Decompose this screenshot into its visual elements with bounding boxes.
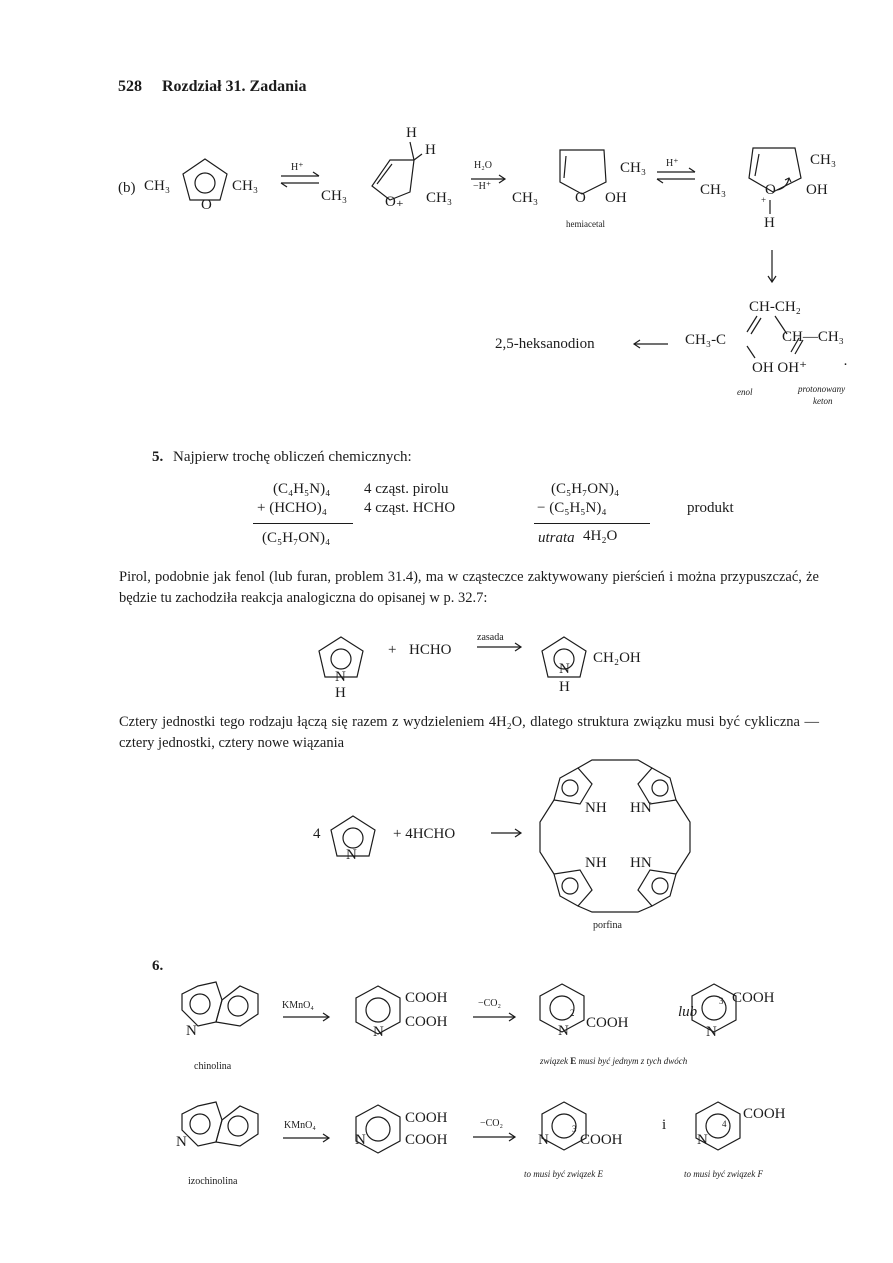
nh-label: HN	[630, 800, 652, 816]
formula-right: − (C₅H₅N)₄	[537, 500, 607, 516]
formula-result: (C₅H₇ON)₄	[262, 530, 331, 546]
hydroxyl-label: OH	[806, 182, 828, 198]
formula-desc: 4 cząst. pirolu	[364, 481, 449, 497]
position-label: 2	[570, 1008, 575, 1018]
oxygen-label: O	[765, 182, 776, 198]
note-text: związek	[540, 1056, 568, 1066]
reagent-label: KMnO₄	[282, 1000, 314, 1011]
loss-value: 4H₂O	[583, 528, 618, 544]
section-number: 5.	[152, 449, 164, 465]
nitrogen-label: N	[559, 661, 570, 677]
page-number: 528	[118, 78, 142, 95]
nitrogen-label: N	[706, 1024, 717, 1040]
page-title: Rozdział 31. Zadania	[162, 78, 307, 95]
nh-label: NH	[585, 855, 607, 871]
oxonium-label: O₊	[385, 194, 404, 210]
oxygen-label: O	[575, 190, 586, 206]
pyridine-ring-icon	[690, 1100, 750, 1158]
nitrogen-label: N	[176, 1134, 187, 1150]
arrow-left-icon	[630, 338, 670, 350]
paragraph: Pirol, podobnie jak fenol (lub furan, problem 31.4), ma w cząsteczce zaktywowany pierścień i można przypuszczać, że będzie tu zachodziła reakcja analogiczna do opisanej w p. 32.7:	[119, 569, 819, 606]
position-label: 4	[722, 1119, 727, 1129]
equilibrium-arrow-icon	[655, 168, 699, 186]
hydroxyl-label: OH	[605, 190, 627, 206]
formula-left: + (HCHO)₄	[257, 500, 327, 516]
difference-rule	[534, 523, 650, 524]
methyl-label: CH₃	[232, 178, 259, 194]
loss-label: utrata	[538, 530, 575, 546]
arrow-right-icon	[475, 642, 525, 652]
carboxyl-label: COOH	[586, 1015, 629, 1031]
sum-rule	[253, 523, 353, 524]
hydrogen-label: H	[335, 685, 346, 701]
part-b-label: (b)	[118, 180, 136, 196]
chain-label: CH-CH₂	[749, 299, 801, 315]
formula-left: (C₄H₅N)₄	[273, 481, 331, 497]
nitrogen-label: N	[697, 1132, 708, 1148]
hydrogen-label: H	[559, 679, 570, 695]
reagent-label: HCHO	[409, 642, 452, 658]
nh-label: NH	[585, 800, 607, 816]
protonated-label: protonowany	[798, 384, 846, 394]
isoquinoline-icon	[176, 1100, 266, 1162]
equilibrium-arrow-icon	[279, 172, 323, 190]
nitrogen-label: N	[538, 1132, 549, 1148]
carboxyl-label: COOH	[580, 1132, 623, 1148]
carboxyl-label: COOH	[405, 1110, 448, 1126]
position-label: 3	[719, 996, 724, 1006]
nitrogen-label: N	[558, 1023, 569, 1039]
nitrogen-label: N	[346, 847, 357, 863]
nitrogen-label: N	[186, 1023, 197, 1039]
section-number: 6.	[152, 958, 164, 974]
methyl-label: CH₃	[144, 178, 171, 194]
carboxyl-label: COOH	[743, 1106, 786, 1122]
reagent-label: KMnO₄	[284, 1120, 316, 1131]
ketone-label: keton	[813, 396, 833, 406]
enol-label: enol	[737, 387, 753, 397]
coefficient-label: 4	[313, 826, 321, 842]
note-text: musi być jednym z tych dwóch	[578, 1056, 688, 1066]
arrow-condition: H₂O	[474, 160, 492, 171]
methyl-label: CH₃	[810, 152, 837, 168]
carboxyl-label: COOH	[732, 990, 775, 1006]
hemiacetal-label: hemiacetal	[566, 219, 605, 229]
carboxyl-label: COOH	[405, 1132, 448, 1148]
chain-label: OH OH⁺	[752, 360, 807, 376]
arrow-condition: H⁺	[291, 162, 304, 173]
compound-label: chinolina	[194, 1061, 232, 1072]
product-word: produkt	[687, 500, 734, 516]
carboxyl-label: COOH	[405, 1014, 448, 1030]
porphin-macrocycle-icon	[530, 762, 700, 912]
carboxyl-label: COOH	[405, 990, 448, 1006]
methyl-label: CH₃	[321, 188, 348, 204]
hydrogen-label: H	[425, 142, 436, 158]
reagent-label: + 4HCHO	[393, 826, 456, 842]
note-letter: E	[570, 1056, 577, 1066]
nh-label: HN	[630, 855, 652, 871]
or-label: lub	[678, 1004, 698, 1020]
arrow-condition: −H⁺	[473, 181, 492, 192]
chain-label: CH—CH₃	[782, 329, 844, 345]
arrow-right-icon	[471, 1132, 519, 1142]
arrow-down-icon	[765, 248, 779, 288]
porphin-label: porfina	[593, 920, 622, 931]
methyl-label: CH₃	[700, 182, 727, 198]
condition-label: −CO₂	[478, 998, 502, 1009]
and-label: i	[662, 1117, 667, 1133]
formula-right: (C₅H₇ON)₄	[551, 481, 620, 497]
nitrogen-label: N	[355, 1132, 366, 1148]
arrow-condition: H⁺	[666, 158, 679, 169]
section-intro: Najpierw trochę obliczeń chemicznych:	[173, 449, 412, 465]
position-label: 3	[572, 1124, 577, 1134]
methyl-label: CH₃	[620, 160, 647, 176]
note-label	[540, 1056, 687, 1066]
charge-label: +	[761, 195, 767, 205]
arrow-right-icon	[281, 1133, 333, 1143]
methyl-label: CH₃	[426, 190, 453, 206]
arrow-right-icon	[489, 828, 525, 838]
nitrogen-label: N	[373, 1024, 384, 1040]
nitrogen-label: N	[335, 669, 346, 685]
arrow-right-icon	[471, 1012, 519, 1022]
substituent-label: CH₂OH	[593, 650, 641, 666]
pyridine-ring-icon	[536, 1100, 596, 1158]
compound-label: izochinolina	[188, 1176, 238, 1187]
paragraph: Cztery jednostki tego rodzaju łączą się razem z wydzieleniem 4H₂O, dlatego struktura związku musi być cykliczna — cztery jednostki, cztery nowe wiązania	[119, 714, 819, 751]
product-label: 2,5-heksanodion	[495, 336, 595, 352]
note-label: to musi być związek F	[684, 1169, 763, 1179]
hydrogen-label: H	[406, 125, 417, 141]
formula-desc: 4 cząst. HCHO	[364, 500, 456, 516]
dot-mark: ·	[843, 357, 848, 373]
note-label: to musi być związek E	[524, 1169, 603, 1179]
methyl-label: CH₃	[512, 190, 539, 206]
hydrogen-label: H	[764, 215, 775, 231]
condition-label: −CO₂	[480, 1118, 504, 1129]
plus-sign: +	[388, 642, 397, 658]
oxygen-label: O	[201, 197, 212, 213]
chain-label: CH₃-C	[685, 332, 727, 348]
arrow-right-icon	[281, 1012, 333, 1022]
condition-label: zasada	[477, 632, 504, 643]
